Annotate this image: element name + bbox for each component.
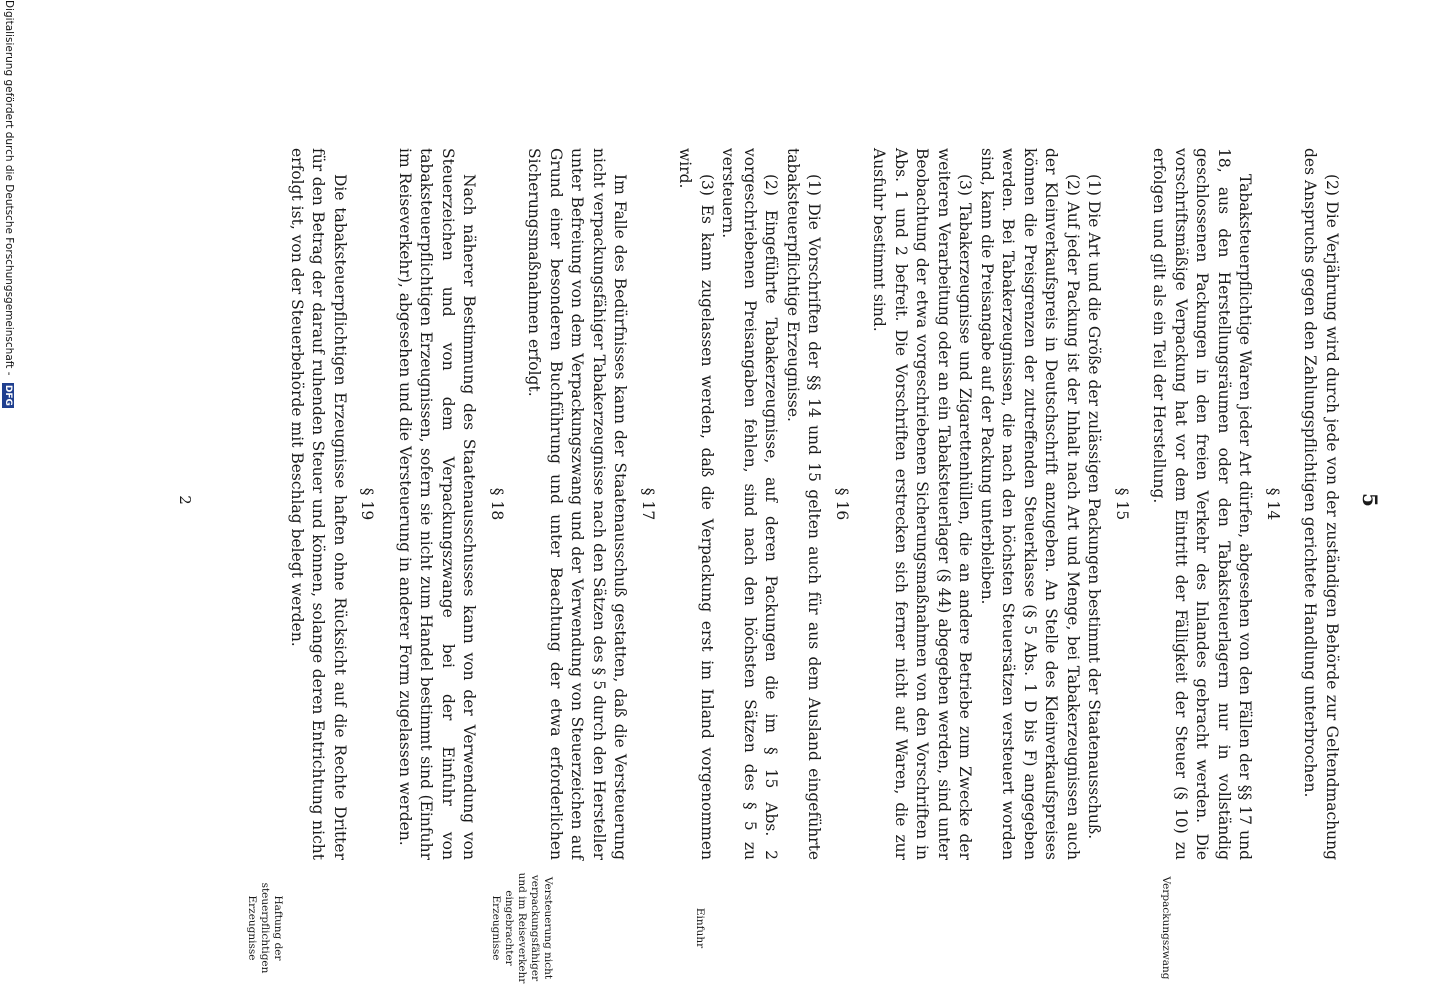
credit-strip (0, 0, 18, 1000)
margin-note-einfuhr: Einfuhr (694, 907, 706, 949)
section-heading-14: § 14 (1264, 487, 1282, 521)
digitization-credit: Digitalisierung gefördert durch die Deutsche Forschungsgemeinschaft - (3, 0, 15, 376)
section-16-p2: (2) Eingeführte Tabakerzeugnisse, auf deren Packungen die im § 15 Abs. 2 vorgeschriebenen Preisangaben fehlen, sind nach den höchsten Sätzen des § 5 zu versteuern. (719, 148, 781, 860)
signature-number: 2 (176, 495, 194, 505)
section-heading-17: § 17 (639, 487, 657, 521)
section-15-p2: (2) Auf jeder Packung ist der Inhalt nach Art und Menge, bei Tabakerzeugnissen auch der Kleinverkaufspreis in Deutschschrift anzugeben. An Stelle des Kleinverkaufspreises können die Preisgrenzen der zutreffenden Steuerklasse (§ 5 Abs. 1 D bis F) angegeben werden. Bei Tabakerzeugnissen, die nach den höchsten Steuersätzen versteuert worden sind, kann die Preisangabe auf der Packung unterbleiben. (978, 148, 1082, 860)
margin-note-versteuerung: Versteuerung nicht verpackungsfähiger und im Reiseverkehr eingebrachter Erzeugnisse (490, 872, 554, 984)
margin-note-verpackungszwang: Verpackungszwang (1160, 876, 1172, 980)
section-14-text: Tabaksteuerpflichtige Waren jeder Art dürfen, abgesehen von den Fällen der §§ 17 und 18, aus den Herstellungsräumen oder den Tabaksteuerlagern nur in vollständig geschlossenen Packungen in den freien Verkehr des Inlandes gebracht werden. Die vorschriftsmäßige Verpackung hat vor dem Eintritt der Fälligkeit der Steuer (§ 10) zu erfolgen und gilt als ein Teil der Herstellung. (1150, 148, 1255, 860)
section-heading-18: § 18 (488, 487, 506, 521)
margin-note-haftung: Haftung der steuerpflichtigen Erzeugnisse (246, 882, 284, 974)
credit-text-wrap (0, 0, 18, 1000)
section-18-text: Nach näherer Bestimmung des Staatenausschusses kann von der Verwendung von Steuerzeichen und von dem Verpackungszwange bei der Einfuhr von tabaksteuerpflichtigen Erzeugnissen, sofern sie nicht zum Handel bestimmt sind (Einfuhr im Reiseverkehr), abgesehen und die Versteuerung in anderer Form zugelassen werden. (396, 148, 479, 860)
section-heading-15: § 15 (1113, 487, 1131, 521)
dfg-logo: DFG (3, 384, 13, 406)
page-number: 5 (1358, 493, 1382, 507)
document-body (286, 148, 1343, 860)
section-15-p3: (3) Tabakerzeugnisse und Zigarettenhüllen, die an andere Betriebe zum Zwecke der weiteren Verarbeitung oder an ein Tabaksteuerlager (§ 44) abgegeben werden, sind unter Beobachtung der etwa vorgeschriebenen Sicherungsmaßnahmen von den Vorschriften in Abs. 1 und 2 befreit. Die Vorschriften erstrecken sich ferner nicht auf Waren, die zur Ausfuhr bestimmt sind. (870, 148, 975, 860)
section-17-text: Im Falle des Bedürfnisses kann der Staatenausschuß gestatten, daß die Versteuerung nicht verpackungsfähiger Tabakerzeugnisse nach den Sätzen des § 5 durch den Hersteller unter Befreiung von dem Verpackungszwang und der Verwendung von Steuerzeichen auf Grund einer besonderen Buchführung und unter Beachtung der etwa erforderlichen Sicherungsmaßnahmen erfolgt. (525, 148, 630, 860)
section-15-p1: (1) Die Art und die Größe der zulässigen Packungen bestimmt der Staatenausschuß. (1085, 174, 1104, 840)
section-heading-19: § 19 (358, 487, 377, 521)
paragraph-verjaehrung: (2) Die Verjährung wird durch jede von der zuständigen Behörde zur Geltendmachung des Anspruchs gegen den Zahlungspflichtigen gerichtete Handlung unterbrochen. (1301, 148, 1341, 860)
section-16-p1: (1) Die Vorschriften der §§ 14 und 15 gelten auch für aus dem Ausland eingeführte tabaksteuerpflichtige Erzeugnisse. (784, 148, 824, 860)
section-heading-16: § 16 (833, 487, 851, 521)
section-19-text: Die tabaksteuerpflichtigen Erzeugnisse haften ohne Rücksicht auf die Rechte Dritter für den Betrag der darauf ruhenden Steuer und können, solange deren Entrichtung nicht erfolgt ist, von der Steuerbehörde mit Beschlag belegt werden. (288, 148, 349, 860)
section-16-p3: (3) Es kann zugelassen werden, daß die Verpackung erst im Inland vorgenommen wird. (676, 148, 716, 860)
